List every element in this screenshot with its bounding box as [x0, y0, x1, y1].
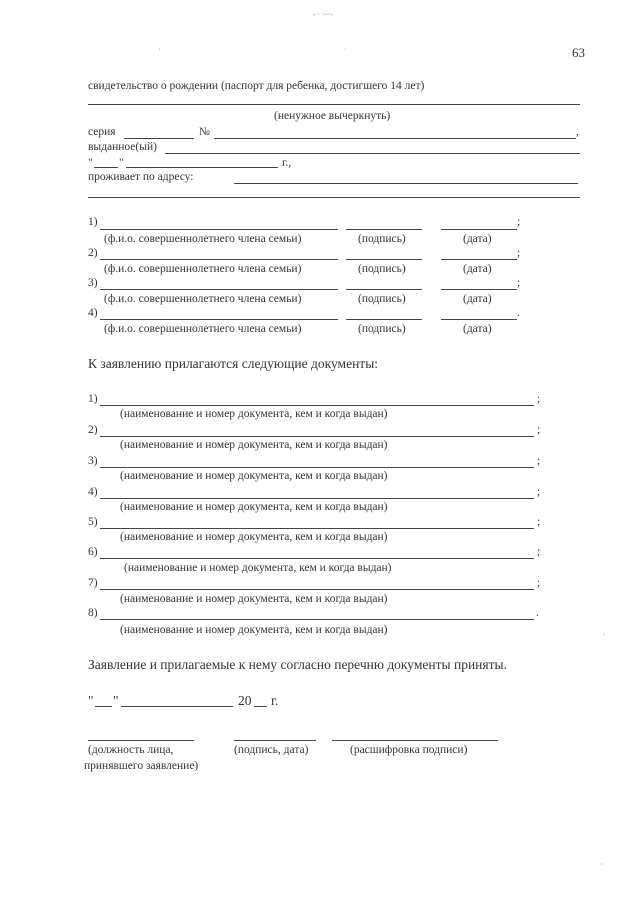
caption-date: (дата): [463, 233, 492, 245]
position-caption-2: принявшего заявление): [84, 760, 199, 772]
row-end: ;: [537, 424, 541, 436]
row-end: ;: [537, 393, 541, 405]
document-caption: (наименование и номер документа, кем и когда выдан): [120, 624, 388, 636]
row-end: ;: [517, 216, 521, 228]
caption-name: (ф.и.о. совершеннолетнего члена семьи): [104, 323, 302, 335]
document-field[interactable]: [100, 528, 534, 529]
document-caption: (наименование и номер документа, кем и когда выдан): [120, 470, 388, 482]
position-caption: (должность лица,: [88, 744, 174, 756]
family-date-field[interactable]: [441, 229, 517, 230]
date-quote-open: ": [88, 157, 93, 169]
row-number: 4): [88, 486, 98, 498]
row-number: 4): [88, 307, 98, 319]
caption-name: (ф.и.о. совершеннолетнего члена семьи): [104, 293, 302, 305]
caption-sign: (подпись): [358, 263, 406, 275]
family-name-field[interactable]: [100, 319, 338, 320]
acceptance-text: Заявление и прилагаемые к нему согласно перечню документы приняты.: [88, 657, 507, 672]
family-sign-field[interactable]: [346, 289, 422, 290]
row-end: .: [517, 307, 520, 319]
position-field[interactable]: [88, 740, 194, 741]
row-end: ;: [537, 516, 541, 528]
scan-speck: ·: [603, 630, 606, 639]
caption-date: (дата): [463, 323, 492, 335]
row-end: ;: [537, 455, 541, 467]
caption-date: (дата): [463, 263, 492, 275]
document-caption: (наименование и номер документа, кем и когда выдан): [124, 562, 392, 574]
family-date-field[interactable]: [441, 319, 517, 320]
document-field[interactable]: [100, 619, 534, 620]
caption-date: (дата): [463, 293, 492, 305]
signature-field[interactable]: [234, 740, 316, 741]
decoding-caption: (расшифровка подписи): [350, 744, 468, 756]
family-name-field[interactable]: [100, 259, 338, 260]
family-name-field[interactable]: [100, 229, 338, 230]
number-field[interactable]: [214, 138, 576, 139]
document-caption: (наименование и номер документа, кем и когда выдан): [120, 501, 388, 513]
year-suffix: г.,: [282, 157, 292, 169]
document-caption: (наименование и номер документа, кем и когда выдан): [120, 593, 388, 605]
row-end: ;: [517, 277, 521, 289]
year-prefix: 20: [238, 693, 252, 708]
day-field[interactable]: [95, 706, 112, 707]
scan-speck: ·: [600, 860, 603, 869]
address-field[interactable]: [234, 183, 578, 184]
document-caption: (наименование и номер документа, кем и когда выдан): [120, 531, 388, 543]
row-number: 2): [88, 247, 98, 259]
document-field[interactable]: [100, 589, 534, 590]
row-end: ;: [517, 247, 521, 259]
row-end: ;: [537, 546, 541, 558]
scan-speck: - · ·-·-: [313, 10, 333, 19]
document-field[interactable]: [100, 498, 534, 499]
row-end: ;: [537, 577, 541, 589]
issued-field[interactable]: [165, 153, 580, 154]
scan-speck: ·: [344, 45, 347, 54]
strike-note: (ненужное вычеркнуть): [274, 110, 391, 122]
month-year-field[interactable]: [126, 167, 278, 168]
date-quote-close: ": [119, 157, 124, 169]
caption-sign: (подпись): [358, 323, 406, 335]
caption-sign: (подпись): [358, 233, 406, 245]
date-quote-close: ": [113, 693, 119, 708]
document-field[interactable]: [100, 405, 534, 406]
caption-sign: (подпись): [358, 293, 406, 305]
family-name-field[interactable]: [100, 289, 338, 290]
document-caption: (наименование и номер документа, кем и когда выдан): [120, 439, 388, 451]
row-number: 3): [88, 455, 98, 467]
birth-certificate-label: свидетельство о рождении (паспорт для ребенка, достигшего 14 лет): [88, 80, 425, 92]
document-field[interactable]: [100, 558, 534, 559]
scan-speck: ·: [158, 45, 161, 54]
family-sign-field[interactable]: [346, 229, 422, 230]
address-label: проживает по адресу:: [88, 171, 194, 183]
issued-label: выданное(ый): [88, 141, 157, 153]
documents-heading: К заявлению прилагаются следующие документы:: [88, 356, 379, 371]
year-suffix: г.: [271, 693, 279, 708]
day-field[interactable]: [94, 167, 118, 168]
fill-line[interactable]: [88, 104, 580, 105]
page-number: 63: [572, 45, 585, 60]
punctuation: ,: [576, 126, 579, 138]
caption-name: (ф.и.о. совершеннолетнего члена семьи): [104, 263, 302, 275]
row-number: 1): [88, 393, 98, 405]
document-field[interactable]: [100, 436, 534, 437]
row-number: 5): [88, 516, 98, 528]
number-label: №: [199, 126, 210, 138]
row-number: 1): [88, 216, 98, 228]
address-field-2[interactable]: [88, 197, 580, 198]
row-number: 3): [88, 277, 98, 289]
document-field[interactable]: [100, 467, 534, 468]
series-field[interactable]: [124, 138, 194, 139]
decoding-field[interactable]: [332, 740, 498, 741]
series-label: серия: [88, 126, 116, 138]
row-number: 2): [88, 424, 98, 436]
row-end: .: [536, 607, 539, 619]
row-number: 8): [88, 607, 98, 619]
row-number: 6): [88, 546, 98, 558]
family-sign-field[interactable]: [346, 319, 422, 320]
document-caption: (наименование и номер документа, кем и когда выдан): [120, 408, 388, 420]
row-number: 7): [88, 577, 98, 589]
month-field[interactable]: [121, 706, 233, 707]
row-end: ;: [537, 486, 541, 498]
family-date-field[interactable]: [441, 259, 517, 260]
family-sign-field[interactable]: [346, 259, 422, 260]
sign-date-caption: (подпись, дата): [234, 744, 309, 756]
caption-name: (ф.и.о. совершеннолетнего члена семьи): [104, 233, 302, 245]
year-field[interactable]: [254, 706, 267, 707]
date-quote-open: ": [88, 693, 94, 708]
family-date-field[interactable]: [441, 289, 517, 290]
